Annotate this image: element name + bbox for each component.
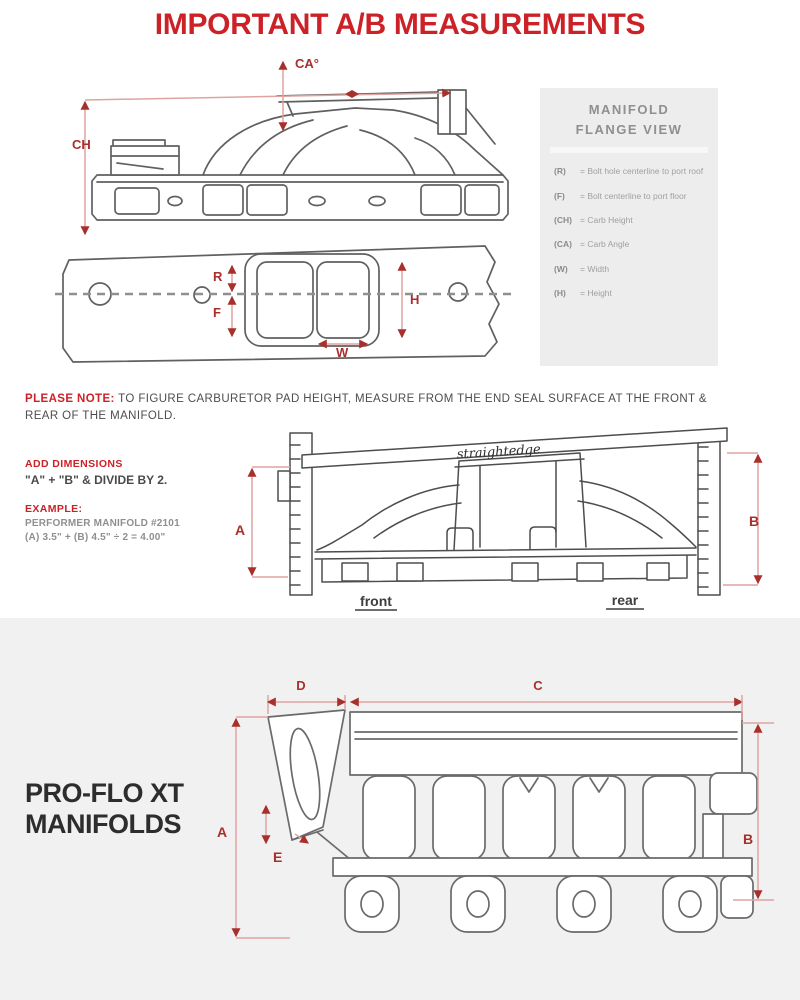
dim-a2-label: A bbox=[217, 824, 228, 840]
dim-b2-label: B bbox=[743, 831, 754, 847]
dim-h-label: H bbox=[410, 292, 420, 307]
port-opening-left bbox=[257, 262, 313, 338]
legend-title: MANIFOLD FLANGE VIEW bbox=[575, 102, 683, 138]
carb-angle-label: CA° bbox=[295, 56, 319, 71]
dim-r-label: R bbox=[213, 269, 223, 284]
bolt-hole-right bbox=[449, 283, 467, 301]
legend-entry-f: (F) = Bolt centerline to port floor bbox=[554, 190, 687, 201]
manifold-side-and-flange-diagram bbox=[55, 50, 535, 382]
manifold-side-view-art bbox=[92, 90, 508, 220]
rear-end-ruler bbox=[698, 435, 720, 595]
please-note-text: TO FIGURE CARBURETOR PAD HEIGHT, MEASURE FROM THE END SEAL SURFACE AT THE FRONT & REAR OF THE MANIFOLD. bbox=[25, 393, 707, 422]
straightedge bbox=[302, 428, 727, 468]
dim-e-label: E bbox=[273, 849, 283, 865]
ab-dimensions bbox=[235, 453, 759, 585]
example-line2: (A) 3.5" + (B) 4.5" ÷ 2 = 4.00" bbox=[25, 532, 166, 543]
front-label: front bbox=[360, 593, 392, 609]
please-note bbox=[25, 391, 717, 424]
proflo-manifold-art bbox=[268, 710, 757, 932]
add-dimensions-label: ADD DIMENSIONS bbox=[25, 458, 123, 470]
dim-f-label: F bbox=[213, 305, 221, 320]
carb-angle-marker bbox=[345, 90, 359, 98]
page-title: IMPORTANT A/B MEASUREMENTS bbox=[154, 8, 646, 41]
legend-entry-ch: (CH) = Carb Height bbox=[554, 214, 633, 225]
dim-a-label: A bbox=[235, 522, 246, 538]
straightedge-label: straightedge bbox=[456, 442, 542, 463]
manifold-flange-view-legend bbox=[540, 88, 718, 366]
legend-entry-w: (W) = Width bbox=[554, 263, 610, 274]
dim-d-label: D bbox=[296, 678, 306, 693]
dim-w-label: W bbox=[336, 345, 349, 360]
please-note-label: PLEASE NOTE: bbox=[25, 393, 115, 405]
legend-entry-ca: (CA) = Carb Angle bbox=[554, 239, 630, 250]
proflo-xt-title: PRO-FLO XT MANIFOLDS bbox=[25, 778, 184, 840]
carb-height-label: CH bbox=[72, 137, 91, 152]
example-line1: PERFORMER MANIFOLD #2101 bbox=[25, 518, 180, 529]
manifold-flange-view-art bbox=[55, 246, 517, 362]
example-label: EXAMPLE: bbox=[25, 503, 83, 515]
dim-b-label: B bbox=[749, 513, 760, 529]
add-dimensions-text: "A" + "B" & DIVIDE BY 2. bbox=[25, 473, 168, 487]
dim-c-label: C bbox=[533, 678, 543, 693]
ab-measurement-diagram bbox=[222, 425, 782, 617]
port-opening-right bbox=[317, 262, 369, 338]
proflo-xt-diagram bbox=[205, 662, 790, 957]
rear-label: rear bbox=[611, 592, 639, 608]
manifold-ab-side-art bbox=[315, 453, 696, 582]
legend-entry-r: (R) = Bolt hole centerline to port roof bbox=[554, 166, 704, 177]
legend-divider bbox=[550, 147, 708, 153]
legend-entry-h: (H) = Height bbox=[554, 287, 612, 298]
